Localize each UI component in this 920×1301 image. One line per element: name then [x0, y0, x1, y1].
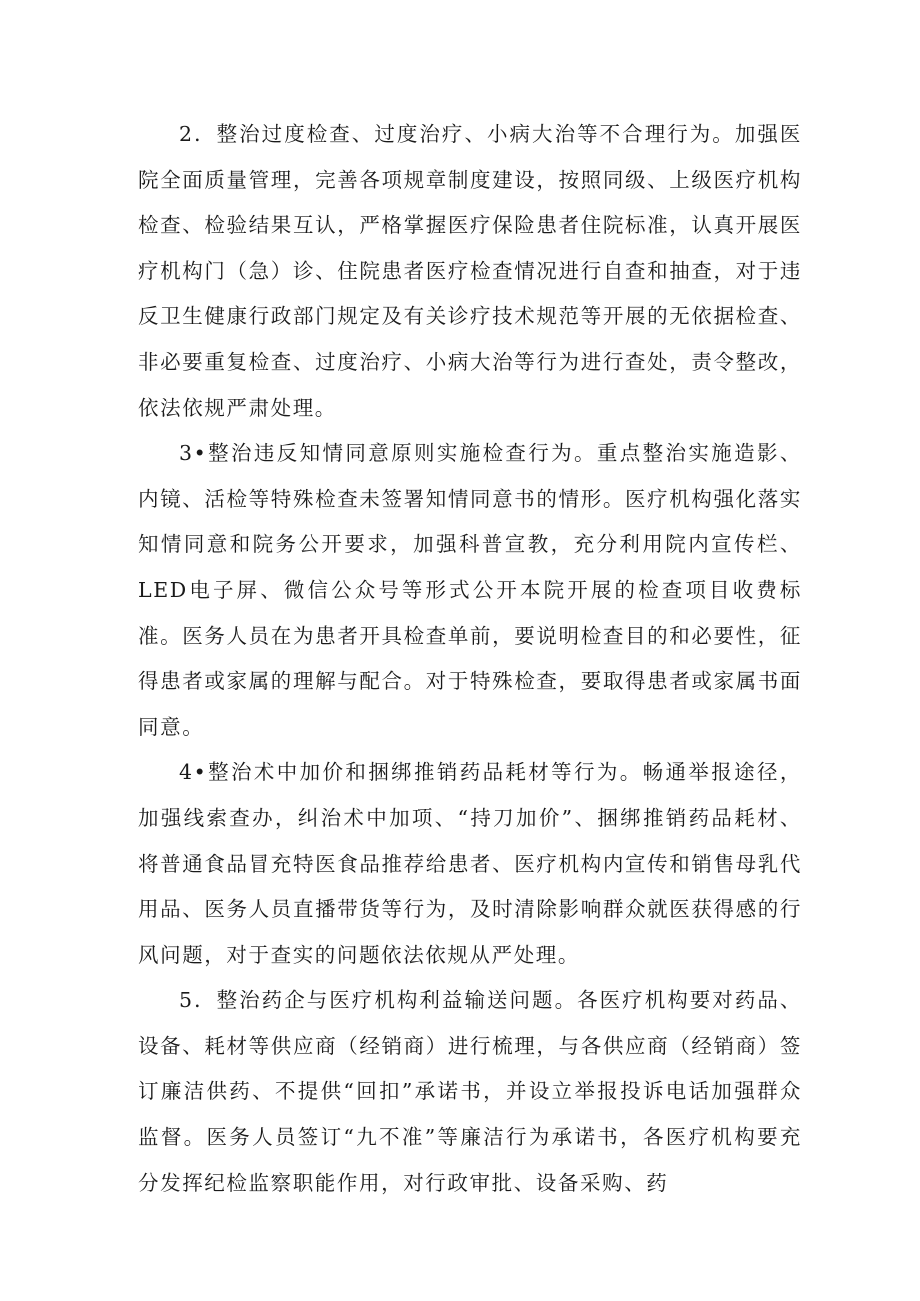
document-body	[138, 112, 802, 1206]
paragraph-5: 5．整治药企与医疗机构利益输送问题。各医疗机构要对药品、设备、耗材等供应商（经销商）进行梳理，与各供应商（经销商）签订廉洁供药、不提供“回扣”承诺书，并设立举报投诉电话加强群众监督。医务人员签订“九不准”等廉洁行为承诺书，各医疗机构要充分发挥纪检监察职能作用，对行政审批、设备采购、药	[138, 988, 802, 1195]
paragraph-4: 4•整治术中加价和捆绑推销药品耗材等行为。畅通举报途径，加强线索查办，纠治术中加项、“持刀加价”、捆绑推销药品耗材、将普通食品冒充特医食品推荐给患者、医疗机构内宣传和销售母乳代用品、医务人员直播带货等行为，及时清除影响群众就医获得感的行风问题，对于查实的问题依法依规从严处理。	[138, 760, 802, 967]
paragraph-2: 2．整治过度检查、过度治疗、小病大治等不合理行为。加强医院全面质量管理，完善各项规章制度建设，按照同级、上级医疗机构检查、检验结果互认，严格掌握医疗保险患者住院标准，认真开展医疗机构门（急）诊、住院患者医疗检查情况进行自查和抽查，对于违反卫生健康行政部门规定及有关诊疗技术规范等开展的无依据检查、非必要重复检查、过度治疗、小病大治等行为进行查处，责令整改，依法依规严肃处理。	[138, 122, 802, 420]
paragraph-3: 3•整治违反知情同意原则实施检查行为。重点整治实施造影、内镜、活检等特殊检查未签署知情同意书的情形。医疗机构强化落实知情同意和院务公开要求，加强科普宣教，充分利用院内宣传栏、LED电子屏、微信公众号等形式公开本院开展的检查项目收费标准。医务人员在为患者开具检查单前，要说明检查目的和必要性，征得患者或家属的理解与配合。对于特殊检查，要取得患者或家属书面同意。	[138, 441, 802, 739]
